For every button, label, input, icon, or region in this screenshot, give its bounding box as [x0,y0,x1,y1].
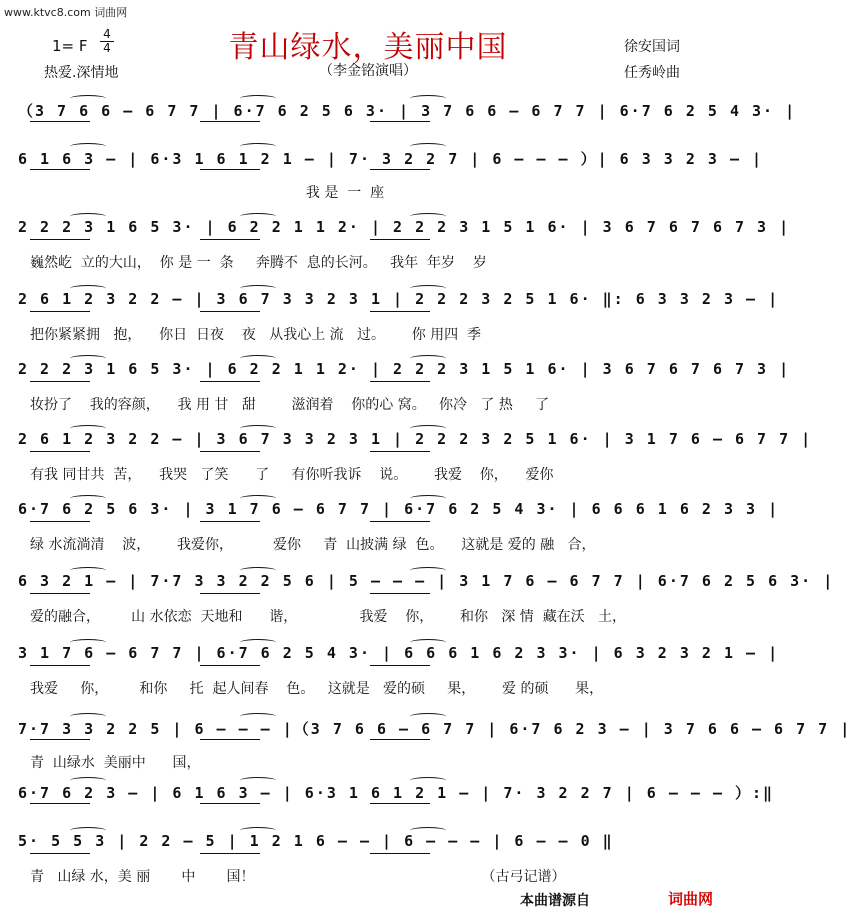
meter-top: 4 [103,27,111,41]
lyric-row: 绿 水流淌清 波， 我爱你， 爱你 青 山披满 绿 色。 这就是 爱的 融 合， [30,537,596,553]
beam-line [370,169,430,170]
slur-mark [410,777,446,784]
beam-line [370,311,430,312]
slur-mark [70,495,106,502]
notation-row: 2 2 2 3 1 6 5 3· | 6 2 2 1 1 2· | 2 2 2 3 1 5 1 6· | 3 6 7 6 7 6 7 3 | [18,218,791,236]
notation-row: 7·7 3 3 2 2 5 | 6 – – – |（3 7 6 6 – 6 7 7 | 6·7 6 2 3 – | 3 7 6 6 – 6 7 7 | [18,720,851,738]
beam-line [370,739,430,740]
slur-mark [240,827,276,834]
beam-line [30,803,90,804]
lyric-row: 青 山绿水 美丽中 国， [30,755,201,771]
time-signature [100,28,114,55]
notation-row: （3 7 6 6 – 6 7 7 | 6·7 6 2 5 6 3· | 3 7 6 6 – 6 7 7 | 6·7 6 2 5 4 3· | [18,102,797,120]
slur-mark [240,713,276,720]
slur-mark [410,567,446,574]
slur-mark [240,213,276,220]
lyric-row: 青 山绿 水，美 丽 中 国！ （古弓记谱） [30,869,566,885]
notation-row: 6 1 6 3 – | 6·3 1 6 1 2 1 – | 7· 3 2 2 7 | 6 – – – ）| 6 3 3 2 3 – | [18,150,764,168]
slur-mark [240,95,276,102]
beam-line [30,521,90,522]
slur-mark [240,143,276,150]
beam-line [30,311,90,312]
lyric-row: 我 是 一 座 [30,185,385,201]
slur-mark [410,713,446,720]
beam-line [200,311,260,312]
slur-mark [70,713,106,720]
lyric-row: 有我 同甘共 苦， 我哭 了笑 了 有你听我诉 说。 我爱 你， 爱你 [30,467,554,483]
lyric-row: 巍然屹 立的大山， 你 是 一 条 奔腾不 息的长河。 我年 年岁 岁 [30,255,487,271]
slur-mark [410,143,446,150]
lyric-row: 把你紧紧拥 抱， 你日 日夜 夜 从我心上 流 过。 你 用四 季 [30,327,482,343]
notation-row: 5· 5 5 3 | 2 2 – 5 | 1 2 1 6 – – | 6 – – – | 6 – – 0 ‖ [18,832,614,850]
beam-line [200,803,260,804]
beam-line [370,803,430,804]
beam-line [30,451,90,452]
slur-mark [70,95,106,102]
brand-logo: 词曲网 [668,890,714,908]
slur-mark [70,567,106,574]
slur-mark [240,567,276,574]
slur-mark [240,777,276,784]
beam-line [30,169,90,170]
beam-line [30,593,90,594]
beam-line [200,121,260,122]
slur-mark [70,143,106,150]
slur-mark [410,639,446,646]
beam-line [30,239,90,240]
lyric-row: 我爱 你， 和你 托 起人间春 色。 这就是 爱的硕 果， 爱 的硕 果， [30,681,604,697]
lyricist-credit: 徐安国词 [624,39,680,55]
beam-line [30,121,90,122]
slur-mark [70,827,106,834]
lyric-row: 爱的融合， 山 水依恋 天地和 谐， 我爱 你， 和你 深 情 藏在沃 土， [30,609,627,625]
beam-line [30,853,90,854]
source-note: 本曲谱源自 [520,893,590,909]
slur-mark [410,827,446,834]
beam-line [200,593,260,594]
beam-line [370,593,430,594]
slur-mark [70,639,106,646]
key-signature: 1= F [52,37,88,55]
meter-bottom: 4 [103,41,111,55]
beam-line [200,665,260,666]
slur-mark [70,777,106,784]
notation-row: 2 6 1 2 3 2 2 – | 3 6 7 3 3 2 3 1 | 2 2 2 3 2 5 1 6· ‖: 6 3 3 2 3 – | [18,290,780,308]
composer-credit: 任秀岭曲 [624,65,680,81]
slur-mark [410,95,446,102]
notation-row: 6 3 2 1 – | 7·7 3 3 2 2 5 6 | 5 – – – | 3 1 7 6 – 6 7 7 | 6·7 6 2 5 6 3· | [18,572,835,590]
beam-line [370,381,430,382]
notation-row: 3 1 7 6 – 6 7 7 | 6·7 6 2 5 4 3· | 6 6 6 1 6 2 3 3· | 6 3 2 3 2 1 – | [18,644,780,662]
slur-mark [70,355,106,362]
beam-line [200,853,260,854]
song-title: 青山绿水，美丽中国 [228,30,508,65]
notation-row: 2 2 2 3 1 6 5 3· | 6 2 2 1 1 2· | 2 2 2 3 1 5 1 6· | 3 6 7 6 7 6 7 3 | [18,360,791,378]
beam-line [30,665,90,666]
beam-line [370,853,430,854]
slur-mark [410,495,446,502]
beam-line [30,739,90,740]
slur-mark [70,285,106,292]
site-watermark: www.ktvc8.com 词曲网 [4,6,128,19]
beam-line [200,239,260,240]
beam-line [200,381,260,382]
slur-mark [240,355,276,362]
beam-line [30,381,90,382]
beam-line [200,451,260,452]
beam-line [200,169,260,170]
beam-line [370,239,430,240]
singer-credit: （李金铭演唱） [319,63,417,79]
slur-mark [70,425,106,432]
beam-line [370,521,430,522]
beam-line [200,521,260,522]
beam-line [370,665,430,666]
slur-mark [410,213,446,220]
slur-mark [240,425,276,432]
slur-mark [240,285,276,292]
notation-row: 6·7 6 2 5 6 3· | 3 1 7 6 – 6 7 7 | 6·7 6 2 5 4 3· | 6 6 6 1 6 2 3 3 | [18,500,780,518]
tempo-mood: 热爱.深情地 [44,65,119,81]
notation-row: 2 6 1 2 3 2 2 – | 3 6 7 3 3 2 3 1 | 2 2 2 3 2 5 1 6· | 3 1 7 6 – 6 7 7 | [18,430,813,448]
slur-mark [410,285,446,292]
notation-row: 6·7 6 2 3 – | 6 1 6 3 – | 6·3 1 6 1 2 1 – | 7· 3 2 2 7 | 6 – – – ）:‖ [18,784,775,802]
slur-mark [410,425,446,432]
lyric-row: 妆扮了 我的容颜， 我 用 甘 甜 滋润着 你的心 窝。 你冷 了 热 了 [30,397,550,413]
beam-line [200,739,260,740]
slur-mark [410,355,446,362]
beam-line [370,121,430,122]
beam-line [370,451,430,452]
slur-mark [70,213,106,220]
slur-mark [240,495,276,502]
slur-mark [240,639,276,646]
